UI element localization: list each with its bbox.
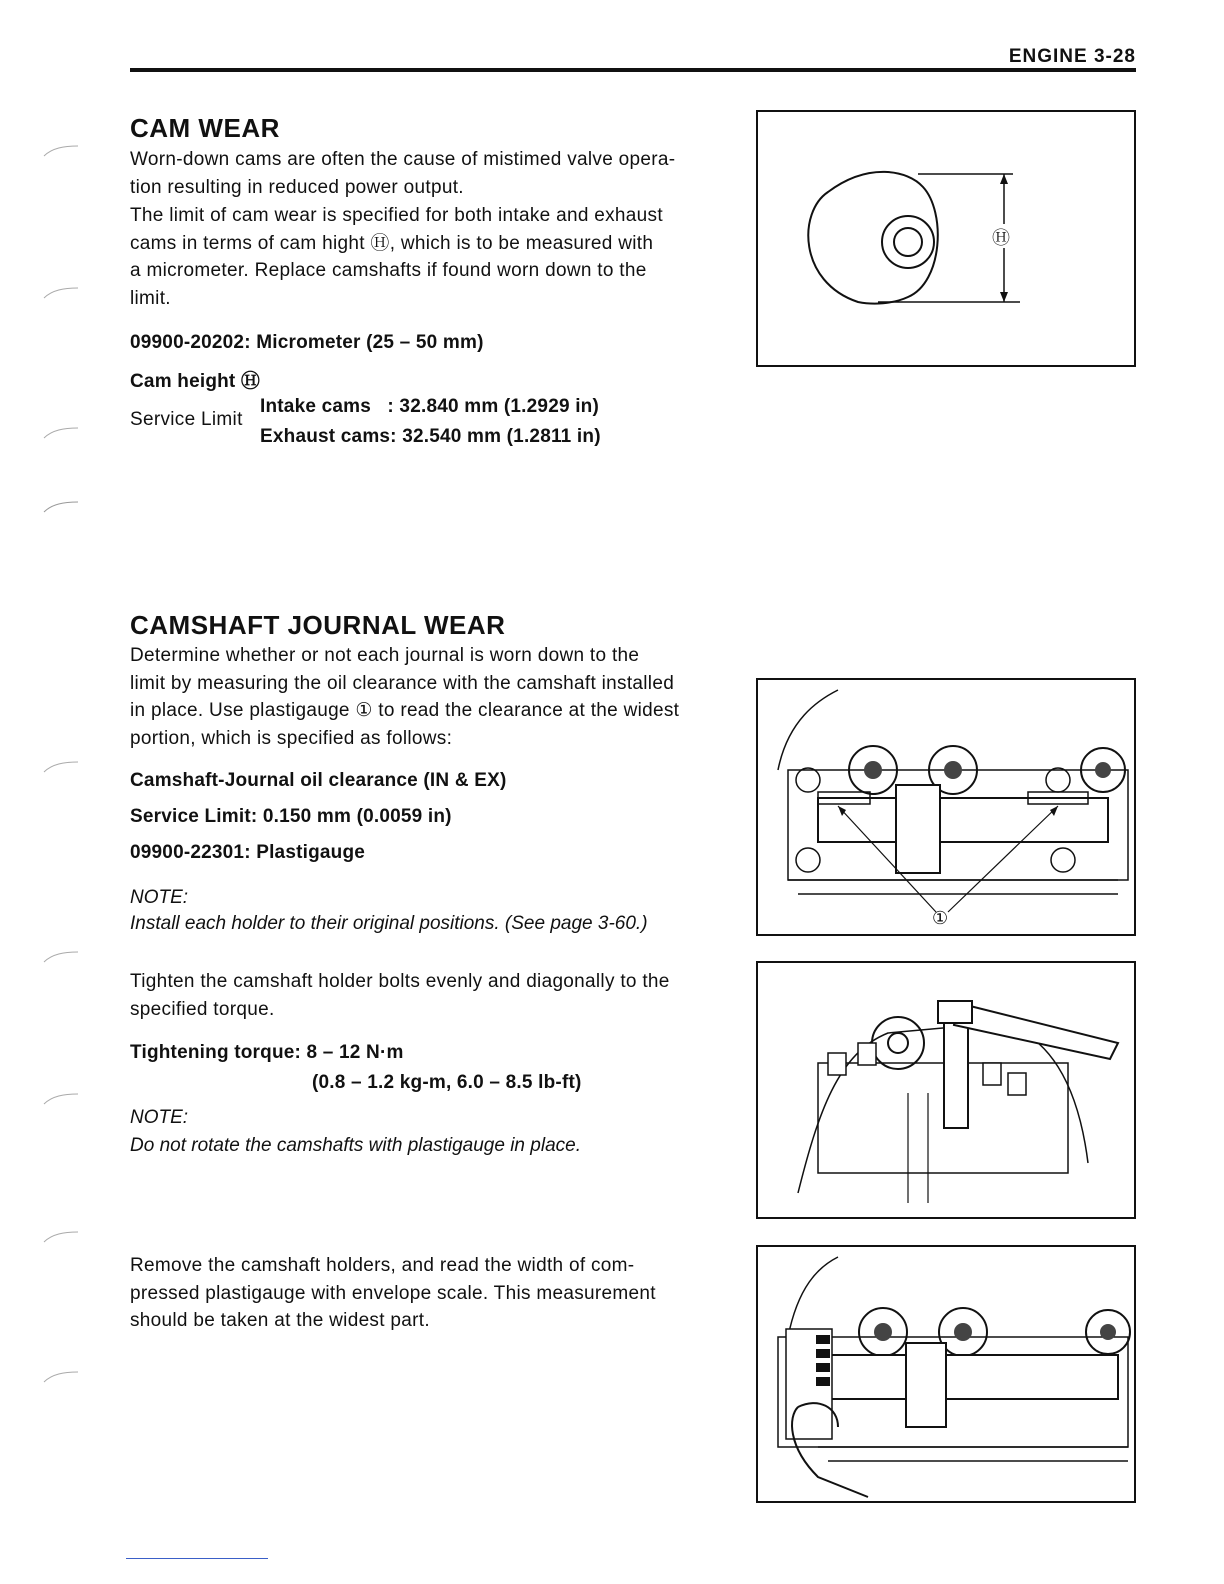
micrometer-tool: 09900-20202: Micrometer (25 – 50 mm) xyxy=(130,332,484,353)
cam-height-figure xyxy=(756,110,1136,367)
text-line: portion, which is specified as follows: xyxy=(130,727,453,749)
torque-wrench-drawing xyxy=(758,963,1134,1217)
margin-mark xyxy=(42,760,82,774)
remove-para xyxy=(130,1252,730,1335)
note2-label: NOTE: xyxy=(130,1107,189,1128)
text-line: limit. xyxy=(130,287,171,309)
plastigauge-figure xyxy=(756,678,1136,936)
plastigauge-callout-label: ① xyxy=(932,908,949,928)
note1-label: NOTE: xyxy=(130,887,189,908)
clearance-service-limit: Service Limit: 0.150 mm (0.0059 in) xyxy=(130,806,452,827)
torque-line1: Tightening torque: 8 – 12 N·m xyxy=(130,1042,404,1063)
cam-height-label: Cam height Ⓗ xyxy=(130,371,261,392)
note1-text: Install each holder to their original positions. (See page 3-60.) xyxy=(130,913,648,934)
height-callout-label: Ⓗ xyxy=(992,228,1010,248)
service-limit-label: Service Limit xyxy=(130,409,243,430)
text-line: The limit of cam wear is specified for both intake and exhaust xyxy=(130,205,663,226)
cam-wear-para1 xyxy=(130,146,730,201)
torque-wrench-figure xyxy=(756,961,1136,1219)
page-header: ENGINE 3-28 xyxy=(1008,46,1136,67)
journal-wear-para xyxy=(130,642,730,752)
text-line: limit by measuring the oil clearance with the camshaft installed xyxy=(130,672,675,694)
envelope-scale-drawing xyxy=(758,1247,1134,1501)
text-line: tion resulting in reduced power output. xyxy=(130,176,464,198)
text-line: in place. Use plastigauge ① to read the clearance at the widest xyxy=(130,700,680,721)
margin-mark xyxy=(42,286,82,300)
cam-wear-title: CAM WEAR xyxy=(130,113,280,143)
clearance-title: Camshaft-Journal oil clearance (IN & EX) xyxy=(130,770,507,791)
torque-line2: (0.8 – 1.2 kg-m, 6.0 – 8.5 lb-ft) xyxy=(312,1072,582,1093)
margin-mark xyxy=(42,1092,82,1106)
envelope-scale-figure xyxy=(756,1245,1136,1503)
tighten-para xyxy=(130,968,730,1023)
plastigauge-tool: 09900-22301: Plastigauge xyxy=(130,842,366,863)
cam-lobe-diagram xyxy=(758,112,1134,365)
text-line: cams in terms of cam hight Ⓗ, which is to be measured with xyxy=(130,232,654,254)
margin-mark xyxy=(42,1230,82,1244)
cam-wear-para2 xyxy=(130,202,730,312)
exhaust-cams-spec: Exhaust cams: 32.540 mm (1.2811 in) xyxy=(260,426,601,447)
margin-mark xyxy=(42,144,82,158)
text-line: a micrometer. Replace camshafts if found worn down to the xyxy=(130,260,647,281)
journal-wear-title: CAMSHAFT JOURNAL WEAR xyxy=(130,610,506,640)
margin-mark xyxy=(42,500,82,514)
margin-mark xyxy=(42,950,82,964)
camshaft-plastigauge-drawing xyxy=(758,680,1134,934)
text-line: Determine whether or not each journal is worn down to the xyxy=(130,645,640,666)
text-line: specified torque. xyxy=(130,998,275,1020)
text-line: pressed plastigauge with envelope scale. This measurement xyxy=(130,1282,656,1304)
header-rule xyxy=(130,68,1136,72)
note2-text: Do not rotate the camshafts with plastigauge in place. xyxy=(130,1135,581,1156)
text-line: should be taken at the widest part. xyxy=(130,1310,430,1331)
text-line: Remove the camshaft holders, and read the width of com- xyxy=(130,1255,635,1276)
text-line: Worn-down cams are often the cause of mistimed valve opera- xyxy=(130,149,676,170)
margin-mark xyxy=(42,426,82,440)
text-line: Tighten the camshaft holder bolts evenly and diagonally to the xyxy=(130,971,670,992)
intake-cams-spec: Intake cams : 32.840 mm (1.2929 in) xyxy=(260,396,600,417)
footer-rule xyxy=(126,1558,268,1559)
margin-mark xyxy=(42,1370,82,1384)
